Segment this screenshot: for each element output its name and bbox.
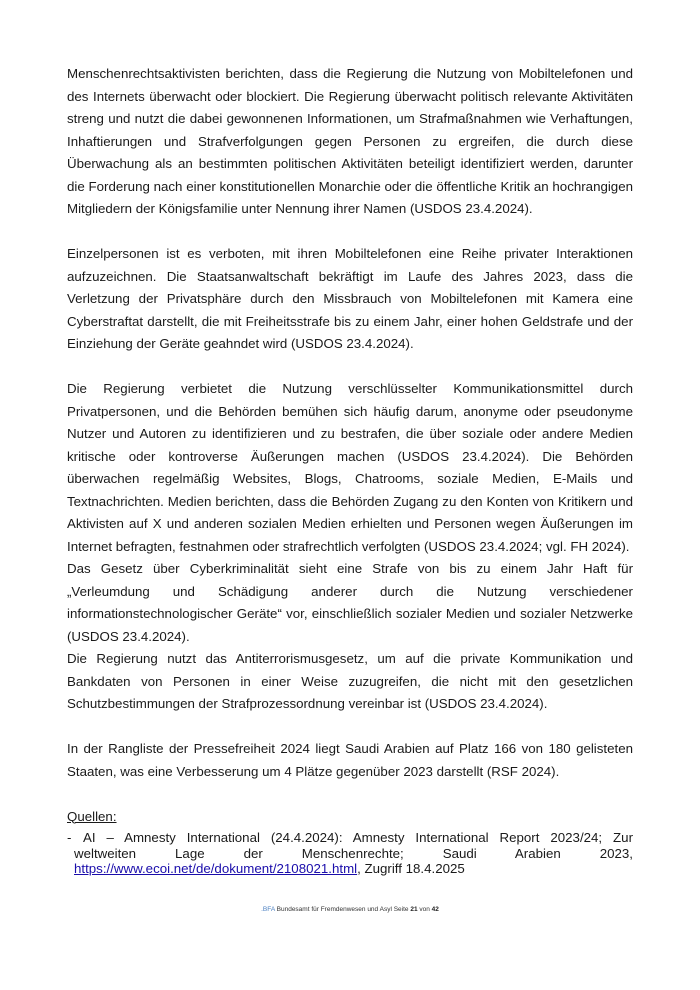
- source-text: AI – Amnesty International (24.4.2024): Amnesty International Report 2023/24; Zur weltweiten Lage der Menschenrechte; Saudi Arabien 2023,: [74, 830, 633, 861]
- source-link[interactable]: https://www.ecoi.net/de/dokument/2108021.html: [74, 861, 358, 876]
- total-pages: 42: [431, 906, 439, 913]
- page-footer: [0, 906, 700, 913]
- source-list-item: [67, 830, 633, 877]
- sources-heading: Quellen:: [67, 808, 117, 824]
- bfa-logo: .BFA: [261, 906, 275, 913]
- list-dash: -: [67, 830, 72, 845]
- document-page: [67, 63, 633, 877]
- paragraph-encryption-ban: Die Regierung verbietet die Nutzung verschlüsselter Kommunikationsmittel durch Privatpersonen, und die Behörden bemühen sich häufig darum, anonyme oder pseudonyme Nutzer und Autoren zu identifizieren und zu bestrafen, die über soziale oder andere Medien kritische oder kontroverse Äußerungen machen (USDOS 23.4.2024). Die Behörden überwachen regelmäßig Websites, Blogs, Chatrooms, soziale Medien, E-Mails und Textnachrichten. Medien berichten, dass die Behörden Zugang zu den Konten von Kritikern und Aktivisten auf X und anderen sozialen Medien erhielten und Personen wegen Äußerungen im Internet befragten, festnahmen oder strafrechtlich verfolgten (USDOS 23.4.2024; vgl. FH 2024).: [67, 381, 633, 554]
- paragraph-recording-ban: Einzelpersonen ist es verboten, mit ihren Mobiltelefonen eine Reihe privater Interaktionen aufzuzeichnen. Die Staatsanwaltschaft bekräftigt im Laufe des Jahres 2023, dass die Verletzung der Privatsphäre durch den Missbrauch von Mobiltelefonen mit Kamera eine Cyberstraftat darstellt, die mit Freiheitsstrafe bis zu einem Jahr, einer hohen Geldstrafe und der Einziehung der Geräte geahndet wird (USDOS 23.4.2024).: [67, 246, 633, 351]
- source-access-date: , Zugriff 18.4.2025: [357, 861, 465, 876]
- current-page-number: 21: [410, 906, 418, 913]
- footer-text: Bundesamt für Fremdenwesen und Asyl Seite: [274, 906, 411, 913]
- paragraph-antiterror-law: Die Regierung nutzt das Antiterrorismusgesetz, um auf die private Kommunikation und Bankdaten von Personen in einer Weise zuzugreifen, die nicht mit den gesetzlichen Schutzbestimmungen der Strafprozessordnung vereinbar ist (USDOS 23.4.2024).: [67, 651, 633, 711]
- footer-of: von: [417, 906, 432, 913]
- paragraph-press-freedom: In der Rangliste der Pressefreiheit 2024 liegt Saudi Arabien auf Platz 166 von 180 gelisteten Staaten, was eine Verbesserung um 4 Plätze gegenüber 2023 darstellt (RSF 2024).: [67, 741, 633, 779]
- paragraph-surveillance: Menschenrechtsaktivisten berichten, dass die Regierung die Nutzung von Mobiltelefonen und des Internets überwacht oder blockiert. Die Regierung überwacht politisch relevante Aktivitäten streng und nutzt die dabei gewonnenen Informationen, um Strafmaßnahmen wie Verhaftungen, Inhaftierungen und Strafverfolgungen gegen Personen zu ergreifen, die durch diese Überwachung als an bestimmten politischen Aktivitäten beteiligt identifiziert werden, darunter die Forderung nach einer konstitutionellen Monarchie oder die öffentliche Kritik an hochrangigen Mitgliedern der Königsfamilie unter Nennung ihrer Namen (USDOS 23.4.2024).: [67, 66, 633, 216]
- paragraph-cybercrime-law: Das Gesetz über Cyberkriminalität sieht eine Strafe von bis zu einem Jahr Haft für „Verleumdung und Schädigung anderer durch die Nutzung verschiedener informationstechnologischer Geräte“ vor, einschließlich sozialer Medien und sozialer Netzwerke (USDOS 23.4.2024).: [67, 561, 633, 644]
